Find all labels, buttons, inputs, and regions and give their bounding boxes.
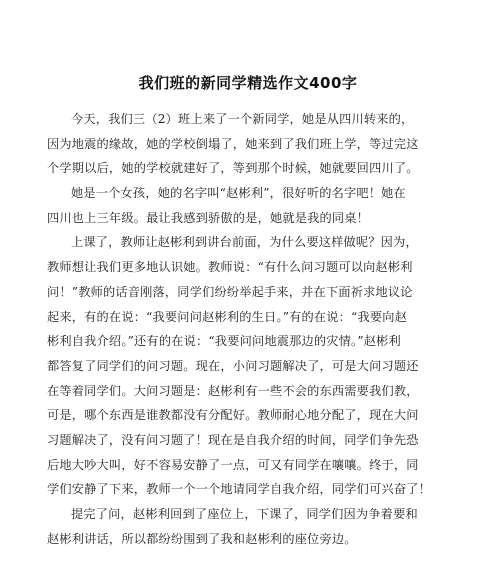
text-line: 问！”教师的话音刚落，同学们纷纷举起手来，并在下面祈求地议论 <box>47 284 413 299</box>
text-line: 教师想让我们更多地认识她。教师说：“有什么问习题可以向赵彬利 <box>47 260 413 275</box>
text-line: 习题解决了，没有问习题了！现在是自我介绍的时间，同学们争先恐 <box>47 432 419 447</box>
text-line: 学们安静了下来，教师一个一个地请同学自我介绍，同学们可兴奋了！ <box>47 482 432 497</box>
text-line: 今天，我们三（2）班上来了一个新同学，她是从四川转来的， <box>71 112 414 126</box>
document-title: 我们班的新同学精选作文400字 <box>138 74 358 92</box>
text-line: 四川也上三年级。最让我感到骄傲的是，她就是我的同桌！ <box>47 210 370 225</box>
document-body <box>47 107 437 551</box>
text-line: 都答复了同学们的问习题。现在，小问习题解决了，可是大问习题还 <box>47 358 419 373</box>
text-line: 上课了，教师让赵彬利到讲台前面，为什么要这样做呢？因为， <box>71 235 418 250</box>
text-line: 因为地震的缘故，她的学校倒塌了，她来到了我们班上学，等过完这 <box>47 136 419 151</box>
text-line: 后地大吵大叫，好不容易安静了一点，可又有同学在嚷嚷。终于，同 <box>47 457 419 472</box>
text-line: 她是一个女孩，她的名字叫“赵彬利”，很好听的名字吧！她在 <box>71 186 406 201</box>
text-line: 在等着同学们。大问习题是：赵彬利有一些不会的东西需要我们教， <box>47 383 419 398</box>
text-line: 提完了问，赵彬利回到了座位上，下课了，同学们因为争着要和 <box>71 507 418 521</box>
text-line: 可是，哪个东西是谁教都没有分配好。教师耐心地分配了，现在大问 <box>47 408 419 423</box>
text-line: 赵彬利讲话，所以都纷纷围到了我和赵彬利的座位旁边。 <box>47 531 357 546</box>
text-line: 起来，有的在说：“我要问问赵彬利的生日。”有的在说：“我要向赵 <box>47 309 408 324</box>
text-line: 彬利自我介绍。”还有的在说：“我要问问地震那边的灾情。”赵彬利 <box>47 334 401 349</box>
text-line: 个学期以后，她的学校就建好了，等到那个时候，她就要回四川了。 <box>47 161 419 176</box>
